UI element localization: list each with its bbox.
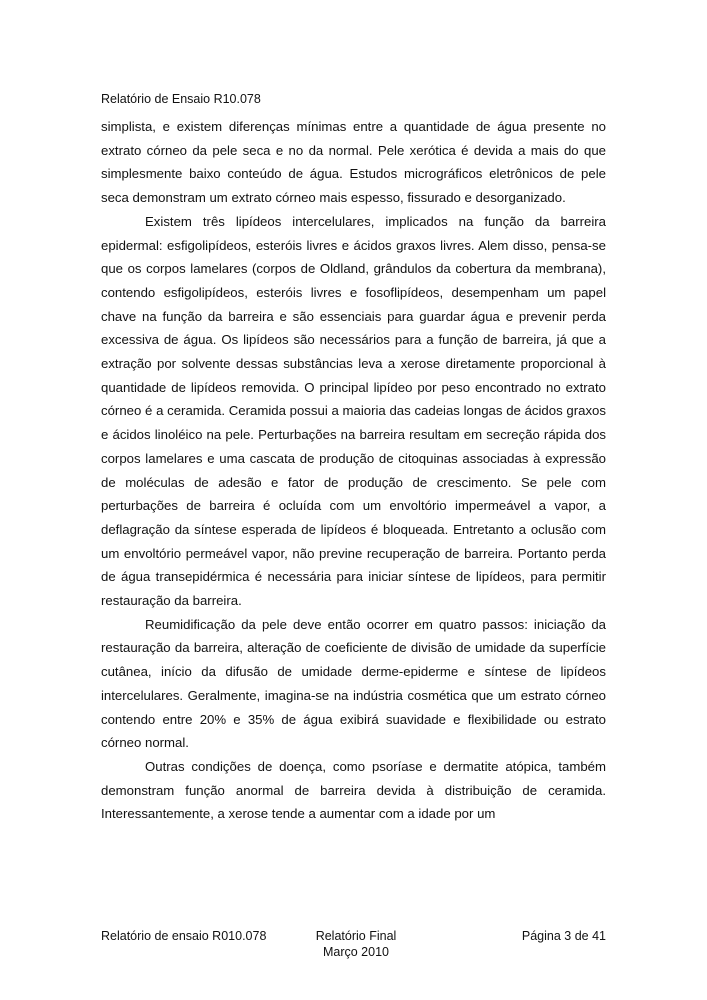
page-footer (101, 928, 606, 964)
paragraph-continuation: simplista, e existem diferenças mínimas entre a quantidade de água presente no extrato córneo da pele seca e no da normal. Pele xerótica é devida a mais do que simplesmente baixo conteúdo de água. Estudos micrográficos eletrônicos de pele seca demonstram um extrato córneo mais espesso, fissurado e desorganizado. (101, 119, 606, 206)
running-header: Relatório de Ensaio R10.078 (101, 92, 261, 106)
footer-report-id: Relatório de ensaio R010.078 (101, 929, 267, 943)
paragraph-lipids: Existem três lipídeos intercelulares, implicados na função da barreira epidermal: esfigolipídeos, esteróis livres e ácidos graxos livres. Alem disso, pensa-se que os corpos lamelares (corpos de Oldland, grândulos da cobertura da membrana), contendo esfigolipídeos, esteróis livres e fosoflipídeos, desempenham um papel chave na função da barreira e são essenciais para guardar água e prevenir perda excessiva de água. Os lipídeos são necessários para a função de barreira, já que a extração por solvente dessas substâncias leva a xerose diretamente proporcional à quantidade de lipídeos removida. O principal lipídeo por peso encontrado no extrato córneo é a ceramida. Ceramida possui a maioria das cadeias longas de ácidos graxos e ácidos linoléico na pele. Perturbações na barreira resultam em secreção rápida dos corpos lamelares e uma cascata de produção de citoquinas associadas à expressão de moléculas de adesão e fator de produção de crescimento. Se pele com perturbações de barreira é ocluída com um envoltório impermeável a vapor, a deflagração da síntese esperada de lipídeos é bloqueada. Entretanto a oclusão com um envoltório permeável vapor, não previne recuperação de barreira. Portanto perda de água transepidérmica é necessária para iniciar síntese de lipídeos, para permitir restauração da barreira. (101, 213, 606, 609)
paragraph-rehydration: Reumidificação da pele deve então ocorrer em quatro passos: iniciação da restauração da barreira, alteração de coeficiente de divisão de umidade da superfície cutânea, início da difusão de umidade derme-epiderme e síntese de lipídeos intercelulares. Geralmente, imagina-se na indústria cosmética que um estrato córneo contendo entre 20% e 35% de água exibirá suavidade e flexibilidade ou estrato córneo normal. (101, 616, 606, 751)
body-text (101, 115, 606, 826)
paragraph-other-conditions: Outras condições de doença, como psoríase e dermatite atópica, também demonstram função anormal de barreira devida à distribuição de ceramida. Interessantemente, a xerose tende a aumentar com a idade por um (101, 758, 606, 822)
footer-report-type (311, 928, 401, 960)
footer-report-type-label: Relatório Final (315, 929, 397, 943)
footer-date: Março 2010 (322, 945, 389, 959)
footer-page-number: Página 3 de 41 (521, 929, 606, 943)
